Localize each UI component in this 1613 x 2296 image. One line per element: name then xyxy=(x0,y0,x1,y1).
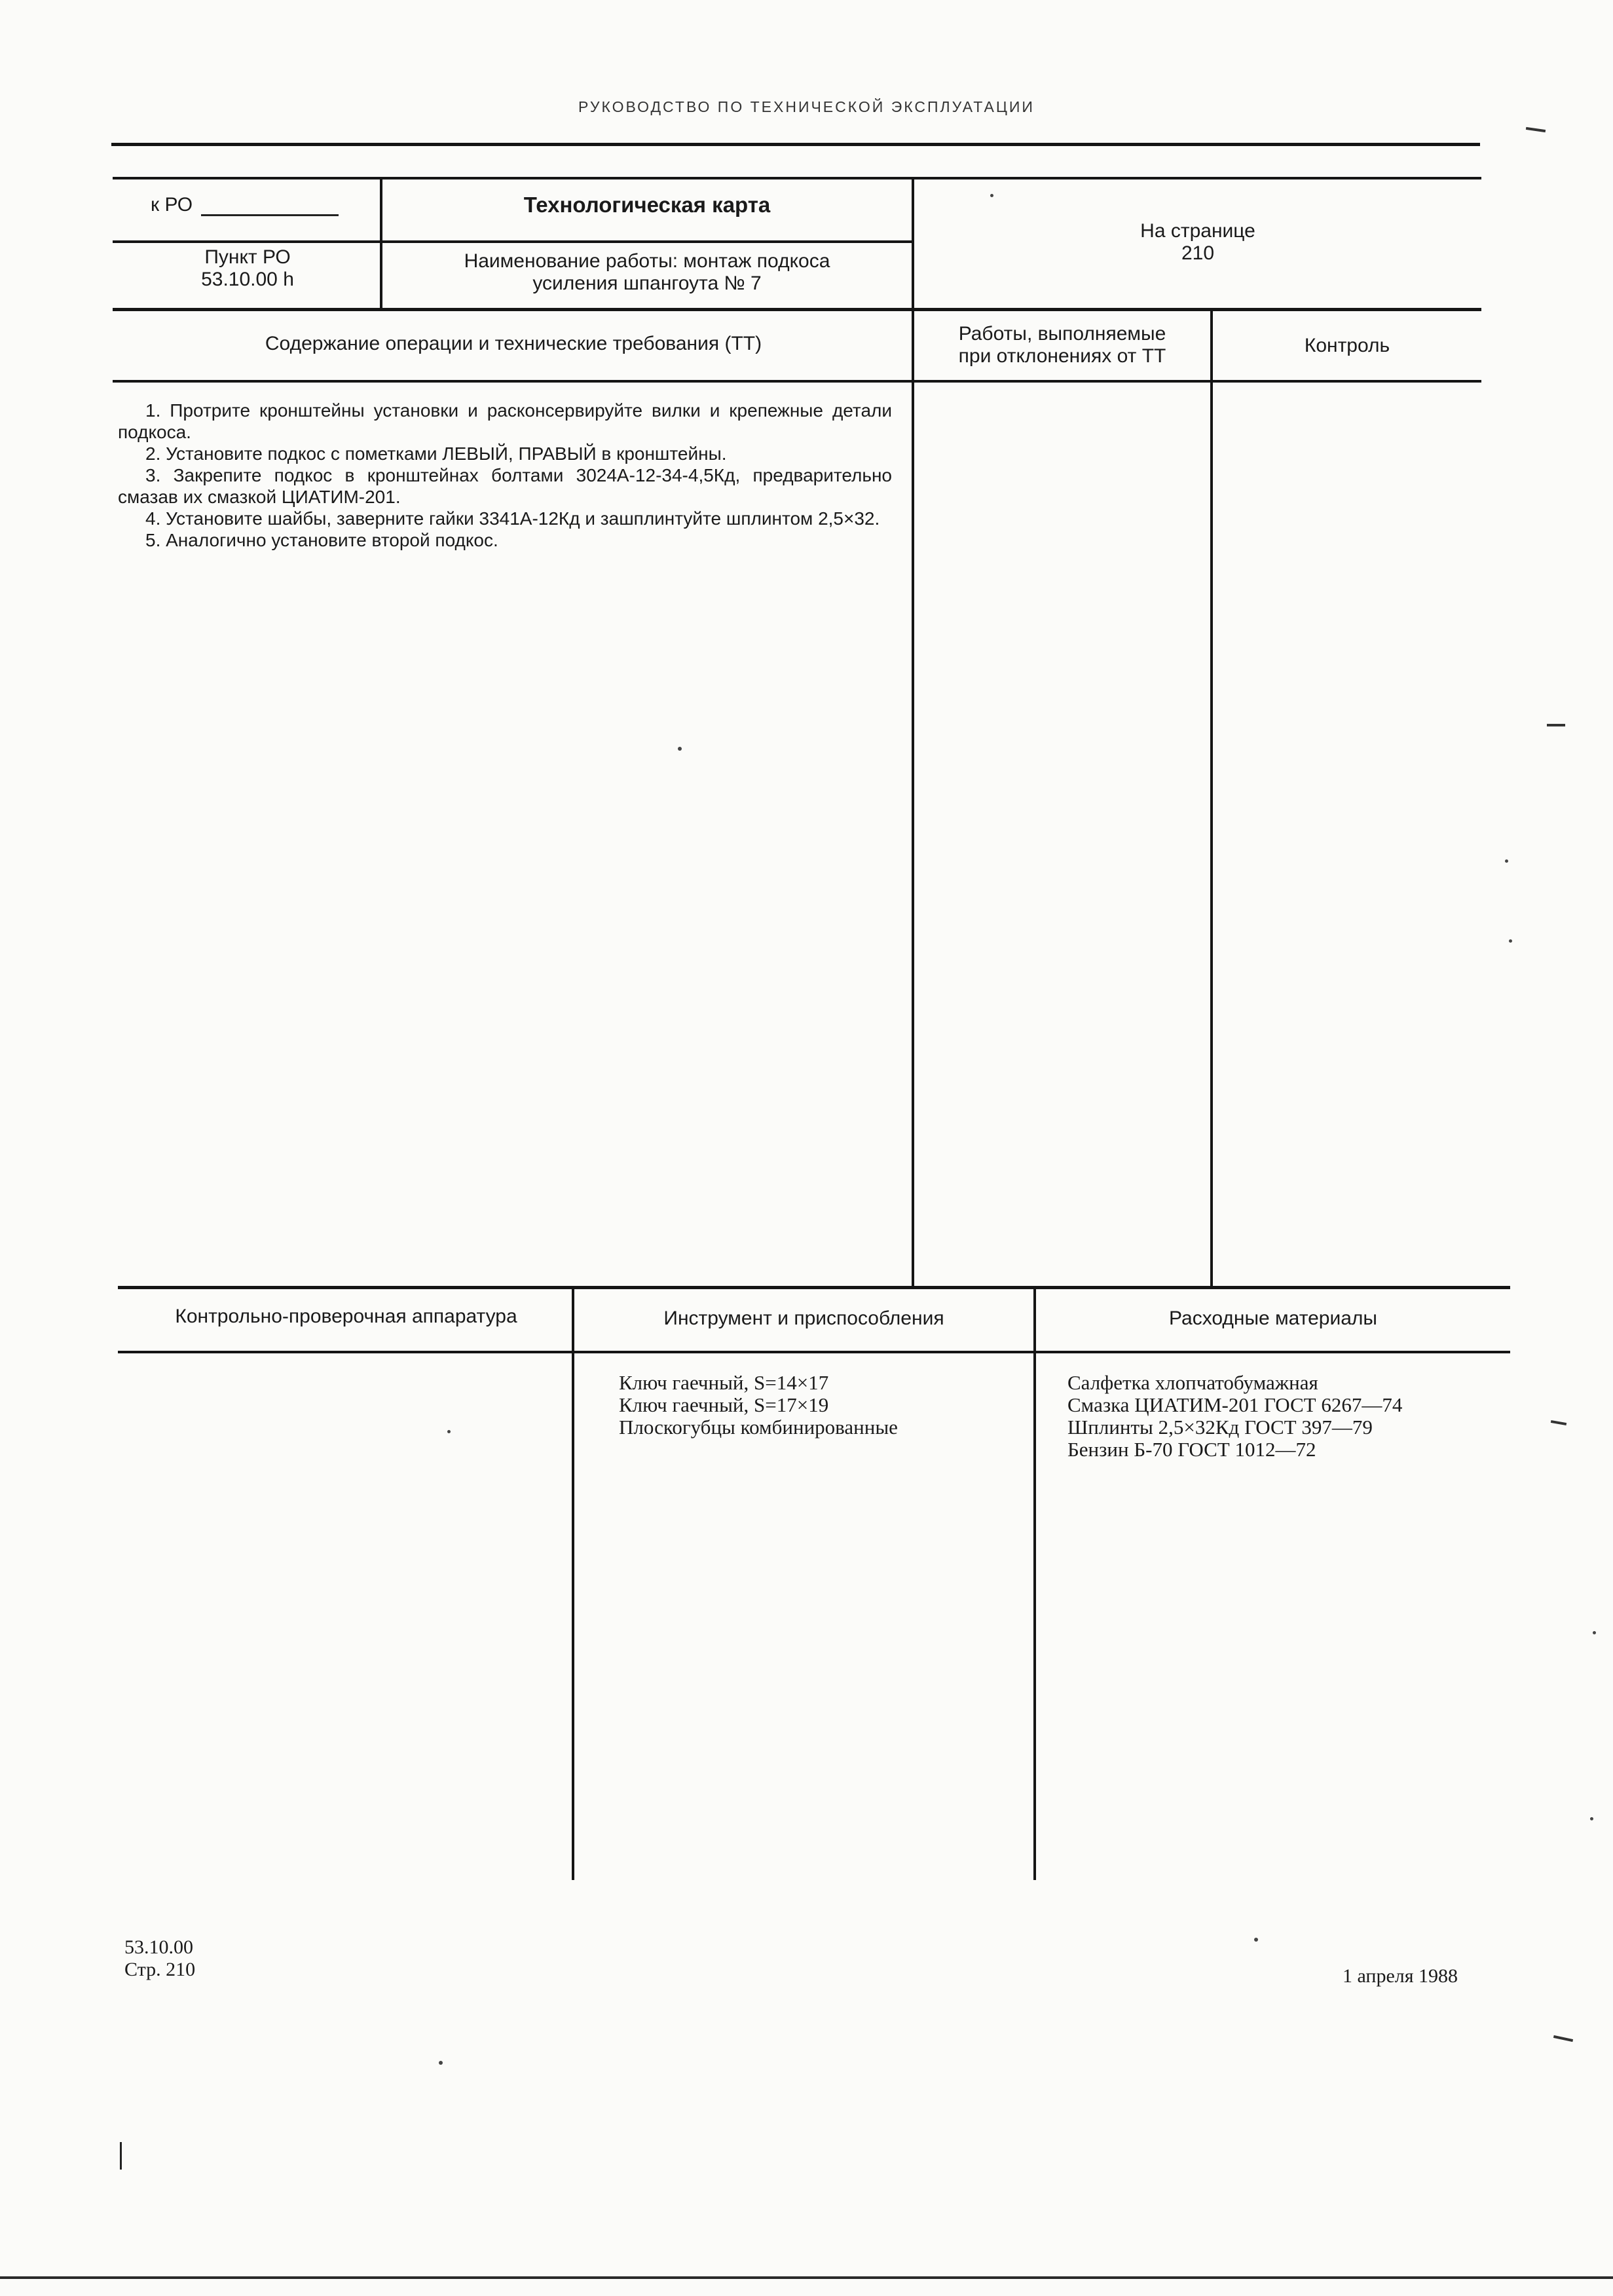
scan-artifact-speck xyxy=(1254,1938,1258,1942)
col-deviations-header xyxy=(914,323,1210,367)
on-page-cell xyxy=(914,220,1481,265)
operations-list xyxy=(118,400,892,551)
scan-artifact-speck xyxy=(990,194,993,197)
bottom-vertical-1 xyxy=(572,1288,574,1880)
scan-artifact-speck xyxy=(1590,1817,1593,1820)
card-title: Технологическая карта xyxy=(523,193,771,217)
col-deviations-line1: Работы, выполняемые xyxy=(958,323,1166,345)
bottom-col2-header: Инструмент и приспособления xyxy=(663,1308,944,1329)
operation-step-3: 3. Закрепите подкос в кронштейнах болтами 3024А-12-34-4,5Кд, предварительно смазав их смазкой ЦИАТИМ-201. xyxy=(118,465,892,507)
scan-artifact-edge-mark xyxy=(1553,2035,1573,2042)
on-page-value: 210 xyxy=(1181,242,1215,264)
ref-label: к РО xyxy=(151,194,193,216)
footer-section: 53.10.00 xyxy=(124,1936,193,1958)
materials-list xyxy=(1067,1372,1402,1461)
scan-artifact-speck xyxy=(678,747,682,751)
bottom-table-top-border xyxy=(118,1286,1510,1289)
work-name-line2: усиления шпангоута № 7 xyxy=(532,273,762,294)
scan-artifact-bottom-edge xyxy=(0,2276,1613,2279)
column-header-bottom-border xyxy=(113,380,1481,383)
material-item: Смазка ЦИАТИМ-201 ГОСТ 6267—74 xyxy=(1067,1393,1403,1416)
scan-artifact-speck xyxy=(447,1430,451,1433)
top-rule xyxy=(111,143,1480,146)
material-item: Шплинты 2,5×32Кд ГОСТ 397—79 xyxy=(1067,1416,1373,1439)
tools-list xyxy=(619,1372,898,1439)
col-deviations-line2: при отклонениях от ТТ xyxy=(958,345,1166,367)
point-value: 53.10.00 h xyxy=(201,269,294,290)
footer-left xyxy=(124,1936,195,1981)
bottom-col3-header: Расходные материалы xyxy=(1169,1308,1377,1329)
work-name-cell xyxy=(382,250,912,295)
scan-artifact-edge-mark xyxy=(1551,1420,1567,1425)
scan-artifact-speck xyxy=(1593,1631,1596,1634)
header-left-divider xyxy=(113,240,912,243)
header-table-top-border xyxy=(113,177,1481,179)
scan-artifact-speck xyxy=(1509,939,1512,943)
point-cell xyxy=(115,246,380,291)
running-header: РУКОВОДСТВО ПО ТЕХНИЧЕСКОЙ ЭКСПЛУАТАЦИИ xyxy=(578,98,1035,115)
scan-artifact-edge-mark xyxy=(1547,724,1565,726)
operation-step-2: 2. Установите подкос с пометками ЛЕВЫЙ, ПРАВЫЙ в кронштейны. xyxy=(145,443,727,464)
bottom-col1-header: Контрольно-проверочная аппаратура xyxy=(175,1306,517,1327)
tool-item: Ключ гаечный, S=14×17 xyxy=(619,1371,829,1394)
ref-blank-line xyxy=(201,214,339,216)
scan-artifact-speck xyxy=(439,2061,443,2065)
material-item: Салфетка хлопчатобумажная xyxy=(1067,1371,1318,1394)
ref-cell xyxy=(151,194,347,216)
material-item: Бензин Б-70 ГОСТ 1012—72 xyxy=(1067,1438,1316,1461)
main-vertical-2 xyxy=(1210,311,1213,1287)
scan-artifact-margin-mark xyxy=(120,2142,122,2170)
on-page-label: На странице xyxy=(1140,220,1255,242)
main-vertical-1 xyxy=(912,311,914,1287)
scan-artifact-edge-mark xyxy=(1526,127,1546,132)
footer-date: 1 апреля 1988 xyxy=(1343,1965,1458,1987)
col-control-header: Контроль xyxy=(1304,335,1390,356)
tool-item: Ключ гаечный, S=17×19 xyxy=(619,1393,829,1416)
scan-artifact-speck xyxy=(1505,859,1508,863)
header-table-bottom-border xyxy=(113,308,1481,311)
operation-step-5: 5. Аналогично установите второй подкос. xyxy=(145,530,498,550)
tool-item: Плоскогубцы комбинированные xyxy=(619,1416,898,1439)
point-label: Пункт РО xyxy=(204,246,291,268)
work-name-line1: Наименование работы: монтаж подкоса xyxy=(464,250,830,272)
operation-step-4: 4. Установите шайбы, заверните гайки 3341А-12Кд и зашплинтуйте шплинтом 2,5×32. xyxy=(145,508,880,529)
footer-page: Стр. 210 xyxy=(124,1959,196,1980)
bottom-vertical-2 xyxy=(1033,1288,1036,1880)
col-operations-header: Содержание операции и технические требования (ТТ) xyxy=(265,333,762,354)
bottom-table-header-border xyxy=(118,1351,1510,1353)
operation-step-1: 1. Протрите кронштейны установки и расконсервируйте вилки и крепежные детали подкоса. xyxy=(118,400,892,442)
